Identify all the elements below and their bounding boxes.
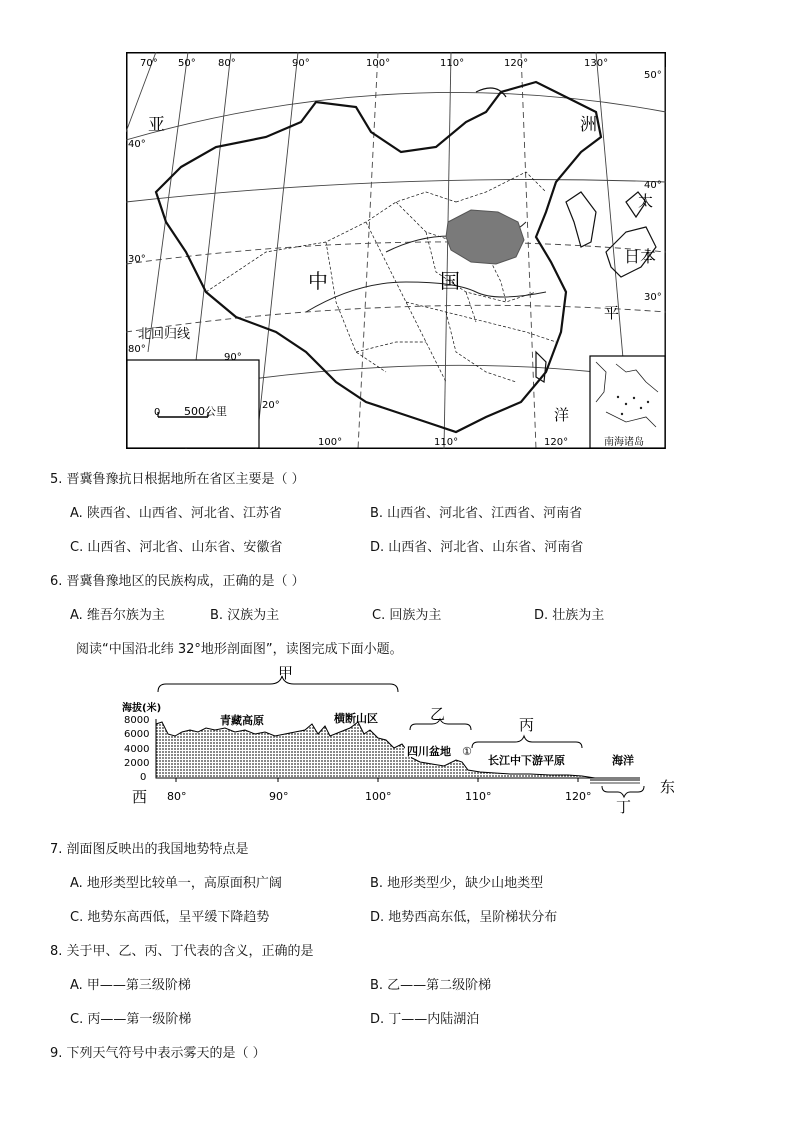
lon-label: 110°	[440, 58, 465, 69]
lat-label: 20°	[262, 400, 280, 411]
map-figure	[126, 52, 666, 449]
inset-label: 南海诸岛	[604, 437, 644, 448]
q5-option-b[interactable]: B. 山西省、河北省、江西省、河南省	[370, 506, 583, 521]
lat-label: 50°	[644, 70, 662, 81]
china-map	[126, 52, 666, 449]
brace-bing: 丙	[519, 716, 535, 734]
x-tick: 90°	[269, 790, 289, 803]
y-tick: 2000	[124, 758, 150, 769]
q7-option-d[interactable]: D. 地势西高东低，呈阶梯状分布	[370, 910, 558, 925]
q8-option-a[interactable]: A. 甲——第三级阶梯	[70, 978, 191, 993]
y-tick: 6000	[124, 729, 150, 740]
label-changjiang: 长江中下游平原	[488, 754, 565, 767]
label-west: 西	[132, 788, 148, 806]
tropic-label: 北回归线	[138, 327, 191, 342]
q8-option-c[interactable]: C. 丙——第一级阶梯	[70, 1012, 192, 1027]
y-axis-label: 海拔(米)	[122, 703, 162, 714]
lat-label: 40°	[128, 139, 146, 150]
lon-label: 100°	[366, 58, 391, 69]
label-qingzang: 青藏高原	[220, 714, 264, 727]
label-ping: 平	[604, 304, 620, 322]
lon-label: 70°	[140, 58, 158, 69]
brace-ding: 丁	[616, 798, 632, 814]
lat-label: 30°	[644, 292, 662, 303]
lon-label: 90°	[224, 352, 242, 363]
y-tick: 4000	[124, 744, 150, 755]
q6-option-a[interactable]: A. 维吾尔族为主	[70, 608, 165, 623]
lon-label: 100°	[318, 437, 343, 448]
lon-label: 110°	[434, 437, 459, 448]
label-east: 东	[660, 778, 676, 796]
question-5: 5. 晋冀鲁豫抗日根据地所在省区主要是（ ）	[50, 472, 305, 487]
terrain-profile	[120, 664, 680, 814]
label-yang: 洋	[554, 406, 570, 424]
q5-option-d[interactable]: D. 山西省、河北省、山东省、河南省	[370, 540, 584, 555]
q5-option-a[interactable]: A. 陕西省、山西省、河北省、江苏省	[70, 506, 282, 521]
lat-label: 40°	[644, 180, 662, 191]
q7-option-a[interactable]: A. 地形类型比较单一，高原面积广阔	[70, 876, 282, 891]
label-japan: 日本	[624, 247, 657, 266]
question-6: 6. 晋冀鲁豫地区的民族构成，正确的是（ ）	[50, 574, 305, 589]
label-hengduan: 横断山区	[334, 712, 378, 725]
brace-yi: 乙	[430, 705, 446, 723]
x-tick: 110°	[465, 790, 492, 803]
question-8: 8. 关于甲、乙、丙、丁代表的含义，正确的是	[50, 944, 314, 959]
x-tick: 120°	[565, 790, 592, 803]
q6-option-b[interactable]: B. 汉族为主	[210, 608, 280, 623]
label-guo: 国	[440, 269, 460, 293]
question-7: 7. 剖面图反映出的我国地势特点是	[50, 842, 249, 857]
lon-label: 120°	[544, 437, 569, 448]
label-zhou: 洲	[580, 115, 597, 135]
q6-option-d[interactable]: D. 壮族为主	[534, 608, 605, 623]
label-ya: 亚	[148, 115, 165, 135]
lon-label: 50°	[178, 58, 196, 69]
q6-option-c[interactable]: C. 回族为主	[372, 608, 442, 623]
lon-label: 80°	[218, 58, 236, 69]
label-ocean: 海洋	[612, 754, 634, 767]
label-zhong: 中	[308, 269, 328, 293]
lon-label: 80°	[128, 344, 146, 355]
q8-option-b[interactable]: B. 乙——第二级阶梯	[370, 978, 492, 993]
q8-option-d[interactable]: D. 丁——内陆湖泊	[370, 1012, 480, 1027]
label-sichuan: 四川盆地	[407, 745, 451, 758]
reading-intro: 阅读“中国沿北纬 32°地形剖面图”，读图完成下面小题。	[76, 642, 403, 657]
lon-label: 130°	[584, 58, 609, 69]
y-tick: 0	[140, 772, 147, 783]
lon-label: 120°	[504, 58, 529, 69]
q7-option-b[interactable]: B. 地形类型少，缺少山地类型	[370, 876, 544, 891]
question-9: 9. 下列天气符号中表示雾天的是（ ）	[50, 1046, 266, 1061]
scale-label: 500公里	[184, 405, 227, 418]
lon-label: 90°	[292, 58, 310, 69]
lat-label: 30°	[128, 254, 146, 265]
y-tick: 8000	[124, 715, 150, 726]
scale-zero: 0	[154, 407, 161, 418]
q7-option-c[interactable]: C. 地势东高西低，呈平缓下降趋势	[70, 910, 270, 925]
label-tai: 太	[638, 192, 654, 210]
brace-jia: 甲	[278, 664, 294, 682]
terrain-profile-svg	[120, 664, 680, 814]
marker-1: ①	[462, 745, 472, 758]
q5-option-c[interactable]: C. 山西省、河北省、山东省、安徽省	[70, 540, 283, 555]
x-tick: 80°	[167, 790, 187, 803]
x-tick: 100°	[365, 790, 392, 803]
